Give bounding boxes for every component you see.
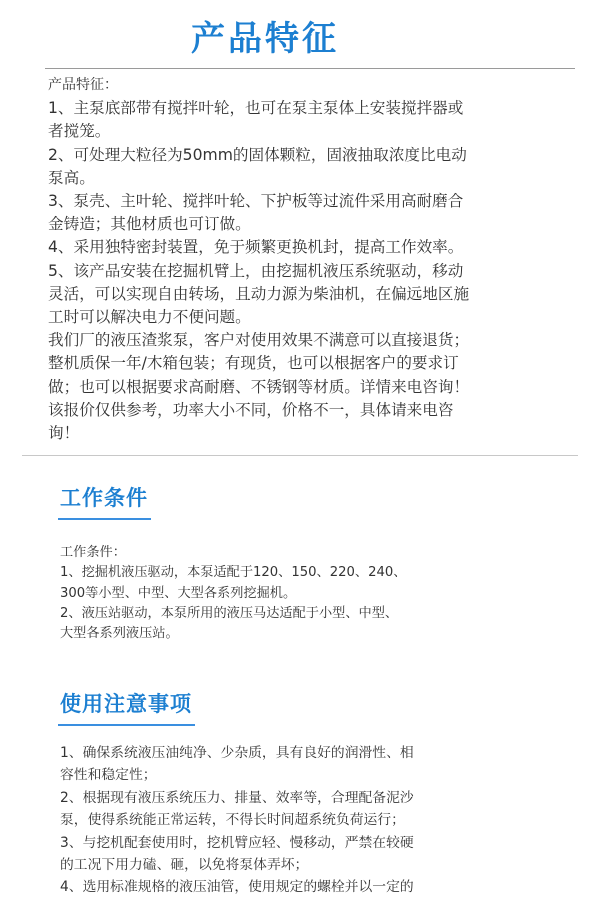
features-line: 灵活，可以实现自由转场，且动力源为柴油机，在偏远地区施 — [48, 284, 470, 303]
working-conditions-line: 2、液压站驱动，本泵所用的液压马达适配于小型、中型、 — [60, 605, 399, 621]
features-line: 1、主泵底部带有搅拌叶轮，也可在泵主泵体上安装搅拌器或 — [48, 99, 464, 118]
usage-notes-line: 2、根据现有液压系统压力、排量、效率等，合理配备泥沙 — [60, 789, 414, 806]
features-line: 4、采用独特密封装置，免于频繁更换机封，提高工作效率。 — [48, 238, 464, 257]
usage-notes-line: 4、选用标准规格的液压油管，使用规定的螺栓并以一定的 — [60, 879, 414, 896]
features-line: 5、该产品安装在挖掘机臂上，由挖掘机液压系统驱动，移动 — [48, 261, 464, 280]
usage-notes-line: 的工况下用力磕、砸，以免将泵体弄坏； — [60, 857, 309, 874]
usage-notes-line: 泵，使得系统能正常运转，不得长时间超系统负荷运行； — [60, 812, 405, 829]
working-conditions-line: 300等小型、中型、大型各系列挖掘机。 — [60, 585, 297, 601]
features-line: 整机质保一年/木箱包装；有现货，也可以根据客户的要求订 — [48, 354, 459, 373]
section-divider — [22, 455, 578, 456]
usage-notes-line: 容性和稳定性； — [60, 767, 157, 784]
features-line: 2、可处理大粒径为50mm的固体颗粒，固液抽取浓度比电动 — [48, 145, 467, 164]
features-line: 询！ — [48, 424, 80, 443]
features-line: 泵高。 — [48, 168, 95, 187]
features-line: 该报价仅供参考，功率大小不同，价格不一，具体请来电咨 — [48, 400, 454, 419]
features-line: 我们厂的液压渣浆泵，客户对使用效果不满意可以直接退货； — [48, 331, 470, 350]
working-conditions-heading: 工作条件 — [58, 483, 151, 520]
features-line: 金铸造；其他材质也可订做。 — [48, 215, 251, 234]
features-line: 做；也可以根据要求高耐磨、不锈钢等材质。详情来电咨询！ — [48, 377, 470, 396]
features-line: 工时可以解决电力不便问题。 — [48, 308, 251, 327]
title-divider — [45, 68, 575, 69]
features-line: 产品特征： — [48, 77, 118, 93]
usage-notes-line: 3、与挖机配套使用时，挖机臂应轻、慢移动，严禁在较硬 — [60, 834, 414, 851]
features-line: 者搅笼。 — [48, 122, 111, 141]
features-line: 3、泵壳、主叶轮、搅拌叶轮、下护板等过流件采用高耐磨合 — [48, 192, 464, 211]
usage-notes-heading: 使用注意事项 — [58, 689, 195, 726]
usage-notes-text — [60, 742, 560, 899]
working-conditions-text — [60, 543, 560, 644]
working-conditions-line: 工作条件： — [60, 545, 126, 560]
working-conditions-line: 1、挖掘机液压驱动，本泵适配于120、150、220、240、 — [60, 565, 407, 581]
product-features-text — [48, 74, 568, 445]
usage-notes-line: 1、确保系统液压油纯净、少杂质，具有良好的润滑性、相 — [60, 745, 414, 761]
working-conditions-line: 大型各系列液压站。 — [60, 626, 179, 642]
page-title: 产品特征 — [191, 19, 339, 59]
